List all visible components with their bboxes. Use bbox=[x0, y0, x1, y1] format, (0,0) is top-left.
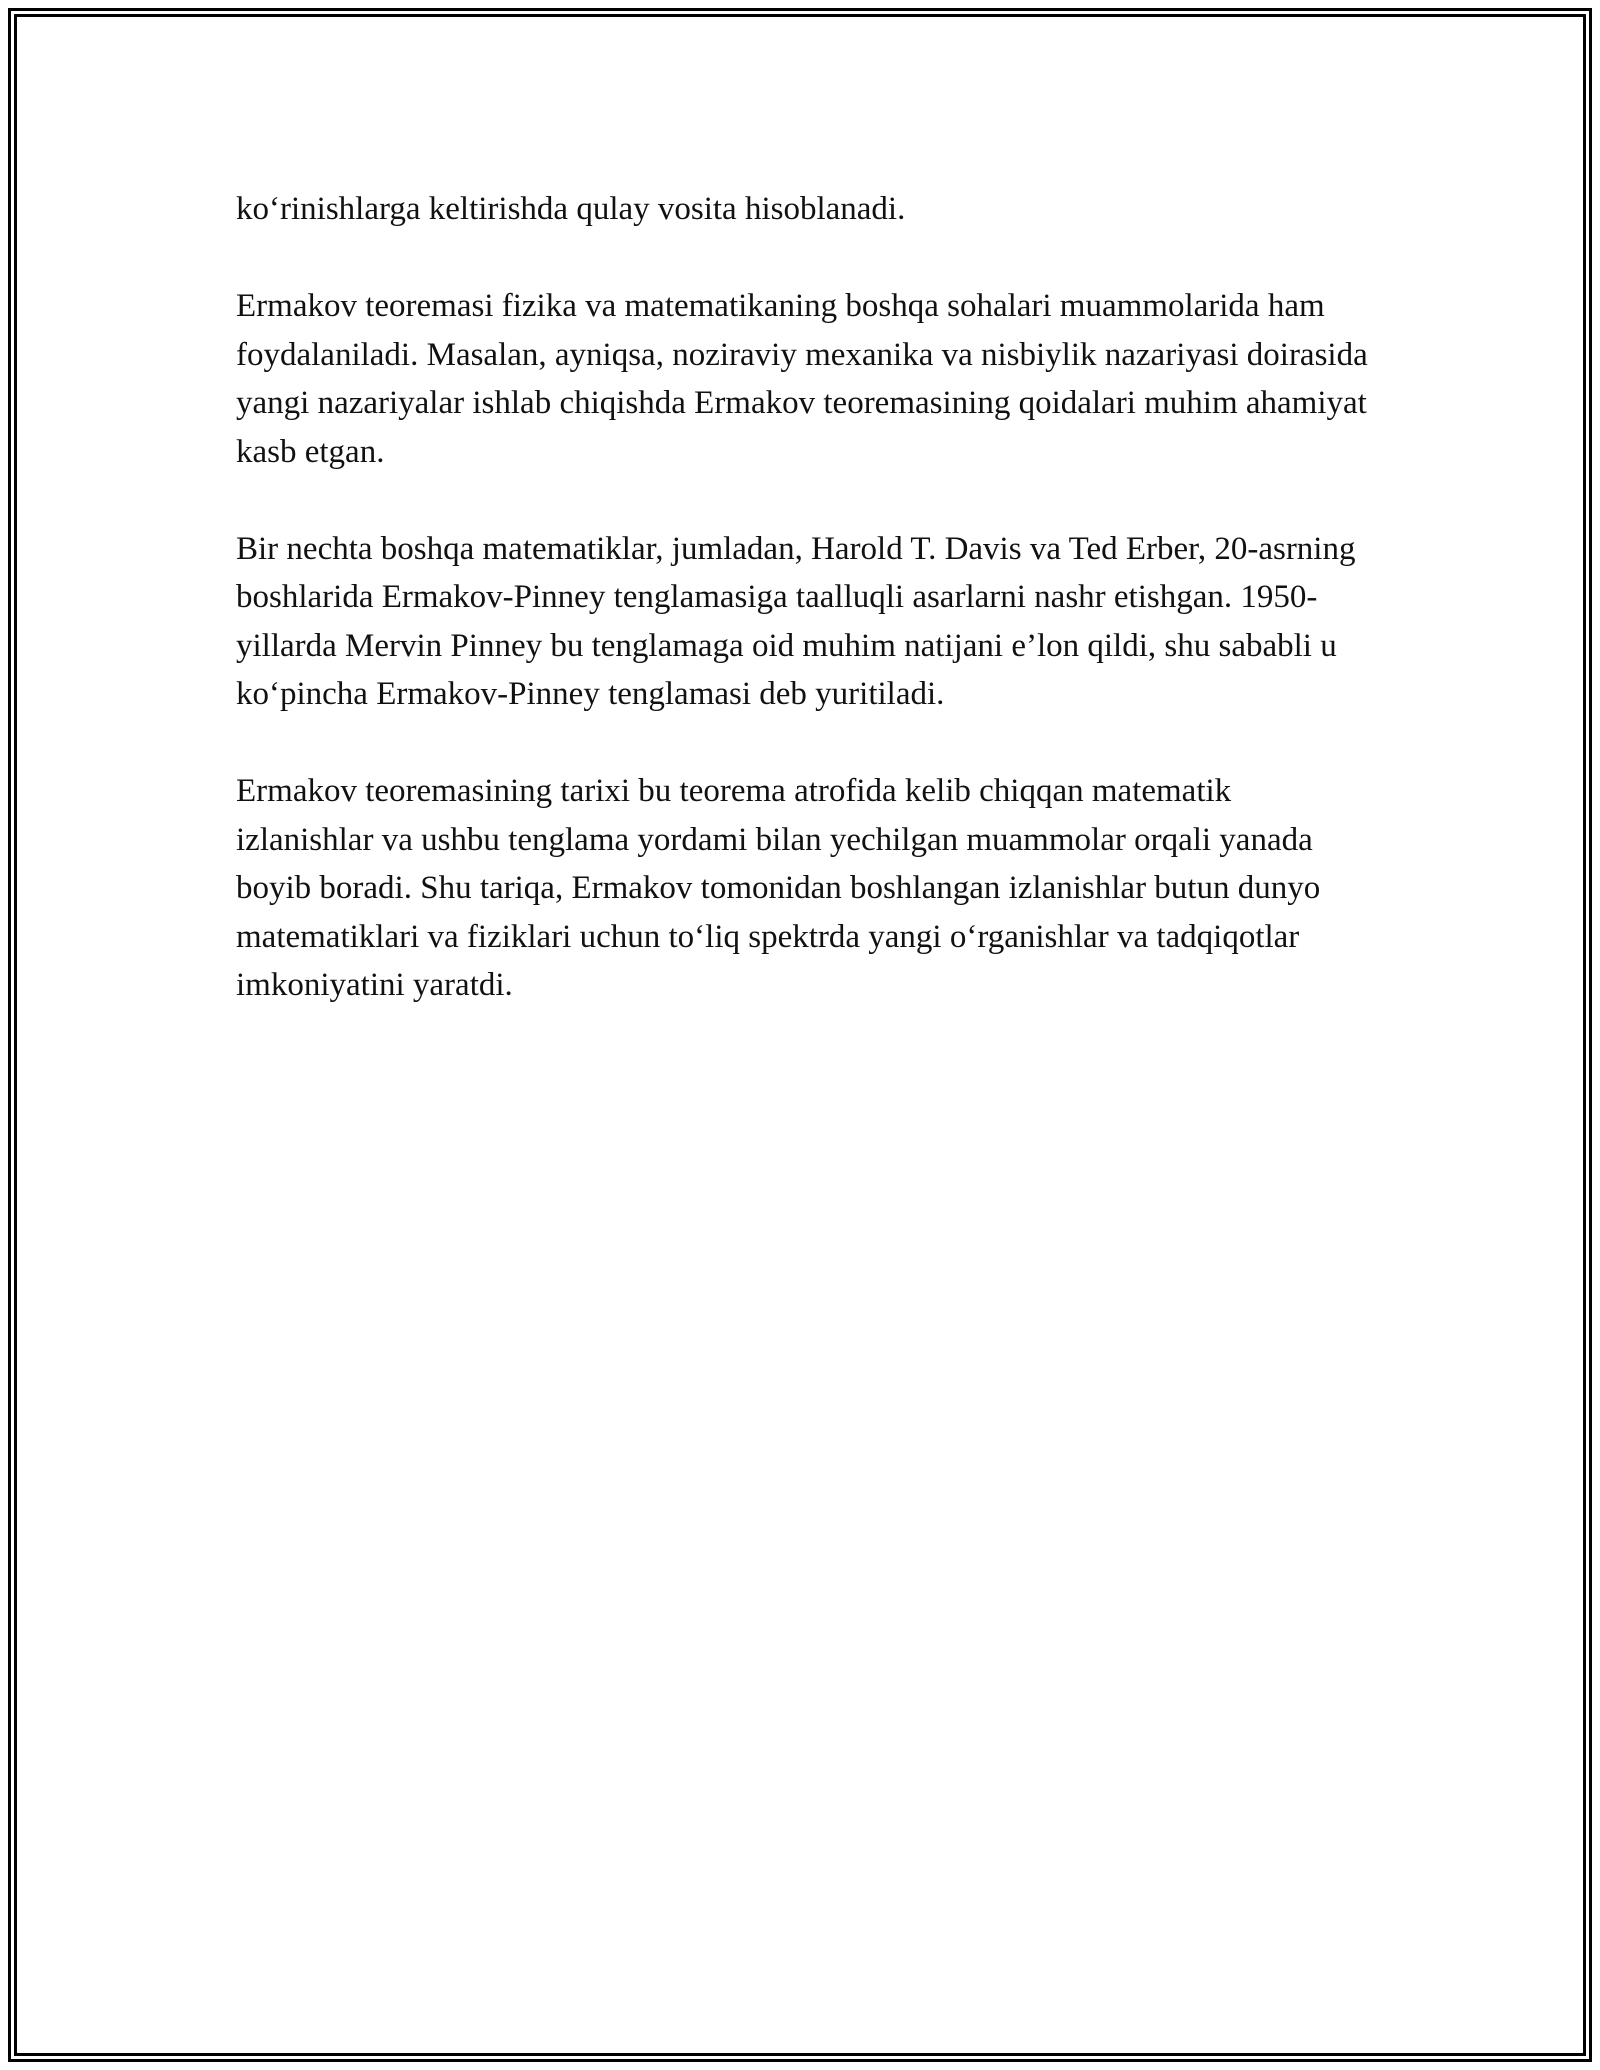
paragraph: Bir nechta boshqa matematiklar, jumladan, Harold T. Davis va Ted Erber, 20-asrning boshlarida Ermakov-Pinney tenglamasiga taalluqli asarlarni nashr etishgan. 1950-yillarda Mervin Pinney bu tenglamaga oid muhim natijani e’lon qildi, shu sababli u ko‘pincha Ermakov-Pinney tenglamasi deb yuritiladi. bbox=[236, 530, 1356, 712]
paragraph: Ermakov teoremasi fizika va matematikaning boshqa sohalari muammolarida ham foydalaniladi. Masalan, ayniqsa, noziraviy mexanika va nisbiylik nazariyasi doirasida yangi nazariyalar ishlab chiqishda Ermakov teoremasining qoidalari muhim ahamiyat kasb etgan. bbox=[236, 288, 1368, 470]
paragraph: Ermakov teoremasining tarixi bu teorema atrofida kelib chiqqan matematik izlanishlar va ushbu tenglama yordami bilan yechilgan muammolar orqali yanada boyib boradi. Shu tariqa, Ermakov tomonidan boshlangan izlanishlar butun dunyo matematiklari va fiziklari uchun to‘liq spektrda yangi o‘rganishlar va tadqiqotlar imkoniyatini yaratdi. bbox=[236, 773, 1321, 1003]
document-body bbox=[236, 185, 1376, 1058]
paragraph: ko‘rinishlarga keltirishda qulay vosita hisoblanadi. bbox=[236, 191, 906, 227]
